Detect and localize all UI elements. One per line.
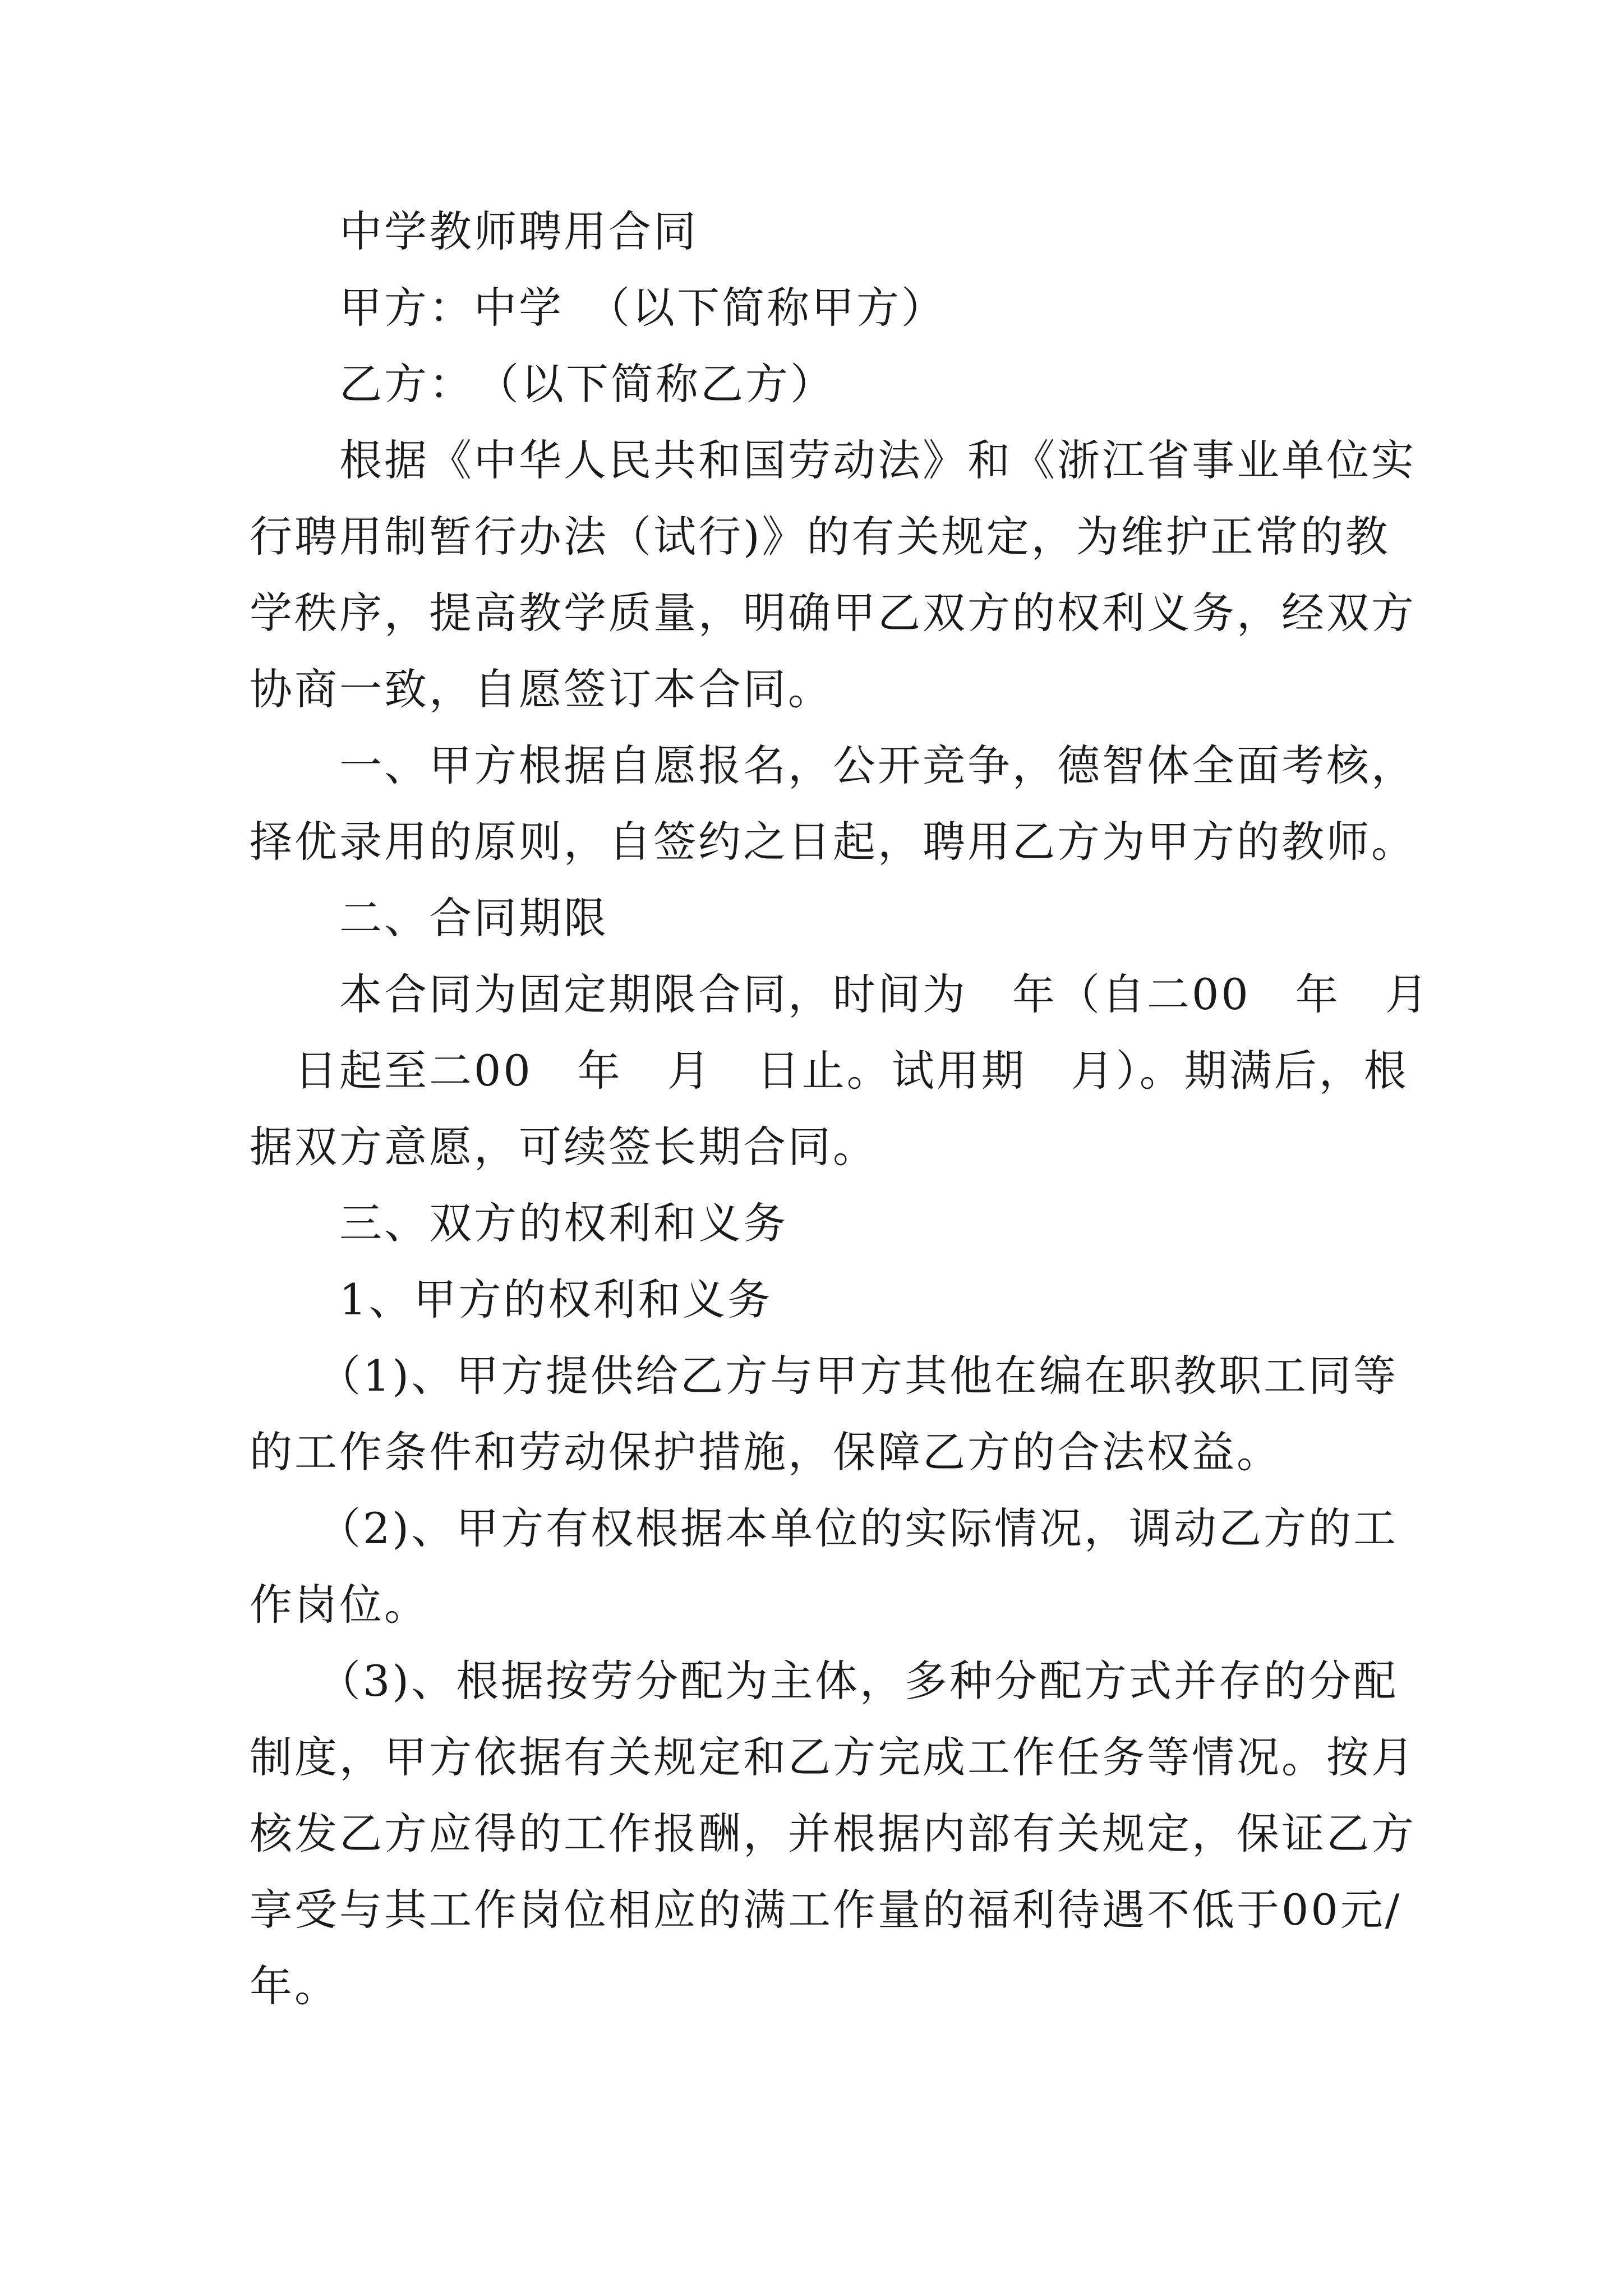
item3-line: 享受与其工作岗位相应的满工作量的福利待遇不低于00元/ <box>250 1885 1402 1935</box>
preamble-line: 学秩序，提高教学质量，明确甲乙双方的权利义务，经双方 <box>250 588 1416 638</box>
clause2-heading: 二、合同期限 <box>250 893 608 943</box>
item3-line: 年。 <box>250 1961 339 2011</box>
item1-line: 的工作条件和劳动保护措施，保障乙方的合法权益。 <box>250 1427 1281 1477</box>
preamble-line: 协商一致，自愿签订本合同。 <box>250 664 833 714</box>
item3-line: 核发乙方应得的工作报酬，并根据内部有关规定，保证乙方 <box>250 1809 1416 1858</box>
preamble-line: 行聘用制暂行办法（试行)》的有关规定，为维护正常的教 <box>250 512 1390 562</box>
item2-line: 作岗位。 <box>250 1580 429 1630</box>
item3-line: 制度，甲方依据有关规定和乙方完成工作任务等情况。按月 <box>250 1732 1416 1782</box>
party-a-line: 甲方：中学 （以下简称甲方） <box>250 283 946 333</box>
item1-line: （1)、甲方提供给乙方与甲方其他在编在职教职工同等 <box>250 1351 1399 1401</box>
clause3-heading: 三、双方的权利和义务 <box>250 1198 788 1248</box>
clause2-line: 本合同为固定期限合同，时间为 年（自二00 年 月 <box>250 969 1430 1019</box>
clause2-line: 日起至二00 年 月 日止。试用期 月）。期满后，根 <box>250 1046 1409 1096</box>
clause3-subheading: 1、甲方的权利和义务 <box>250 1274 773 1324</box>
preamble-line: 根据《中华人民共和国劳动法》和《浙江省事业单位实 <box>250 435 1416 485</box>
clause1-line: 一、甲方根据自愿报名，公开竞争，德智体全面考核， <box>250 740 1416 790</box>
document-body <box>250 194 1430 2024</box>
document-title: 中学教师聘用合同 <box>250 206 698 256</box>
item2-line: （2)、甲方有权根据本单位的实际情况，调动乙方的工 <box>250 1503 1399 1553</box>
party-b-line: 乙方： （以下简称乙方） <box>250 359 835 409</box>
clause1-line: 择优录用的原则，自签约之日起，聘用乙方为甲方的教师。 <box>250 817 1416 867</box>
item3-line: （3)、根据按劳分配为主体，多种分配方式并存的分配 <box>250 1656 1399 1706</box>
clause2-line: 据双方意愿，可续签长期合同。 <box>250 1122 878 1172</box>
